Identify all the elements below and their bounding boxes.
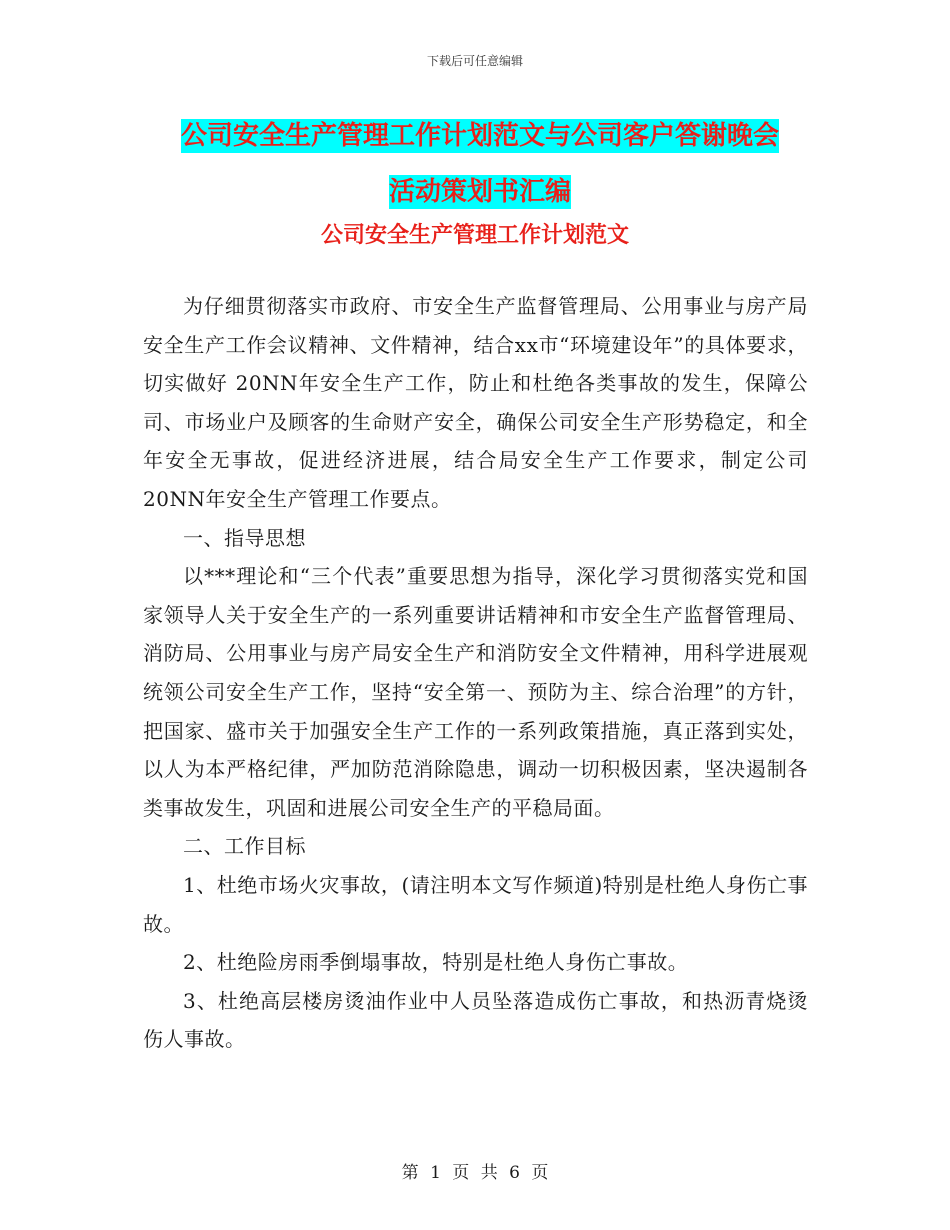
- heading-guiding-ideology: 一、指导思想: [183, 525, 306, 550]
- heading-work-goals: 二、工作目标: [183, 834, 306, 859]
- document-title-line-1: 公司安全生产管理工作计划范文与公司客户答谢晚会: [180, 121, 779, 151]
- paragraph-guiding-ideology: 以***理论和“三个代表”重要思想为指导，深化学习贯彻落实党和国家领导人关于安全生产的一系列重要讲话精神和市安全生产监督管理局、消防局、公用事业与房产局安全生产和消防安全文件精神，用科学进展观统领公司安全生产工作，坚持“安全第一、预防为主、综合治理”的方针，把国家、盛市关于加强安全生产工作的一系列政策措施，真正落到实处，以人为本严格纪律，严加防范消除隐患，调动一切积极因素，坚决遏制各类事故发生，巩固和进展公司安全生产的平稳局面。: [143, 564, 808, 820]
- paragraph-intro: 为仔细贯彻落实市政府、市安全生产监督管理局、公用事业与房产局安全生产工作会议精神、文件精神，结合xx市“环境建设年”的具体要求，切实做好 20NN年安全生产工作，防止和杜绝各类事故的发生，保障公司、市场业户及顾客的生命财产安全，确保公司安全生产形势稳定，和全年安全无事故，促进经济进展，结合局安全生产工作要求，制定公司20NN年安全生产管理工作要点。: [143, 294, 808, 511]
- goal-item-2: 2、杜绝险房雨季倒塌事故，特别是杜绝人身伤亡事故。: [183, 950, 689, 975]
- goal-item-3: 3、杜绝高层楼房烫油作业中人员坠落造成伤亡事故，和热沥青烧烫伤人事故。: [143, 988, 808, 1052]
- page-footer: 第 1 页 共 6 页: [401, 1163, 549, 1183]
- document-title: [140, 108, 820, 220]
- header-note: 下载后可任意编辑: [426, 54, 523, 68]
- body-text: [143, 287, 808, 1059]
- goal-item-1: 1、杜绝市场火灾事故，(请注明本文写作频道)特别是杜绝人身伤亡事故。: [143, 872, 808, 936]
- section-title: 公司安全生产管理工作计划范文: [320, 222, 629, 248]
- document-title-line-2: 活动策划书汇编: [388, 177, 571, 207]
